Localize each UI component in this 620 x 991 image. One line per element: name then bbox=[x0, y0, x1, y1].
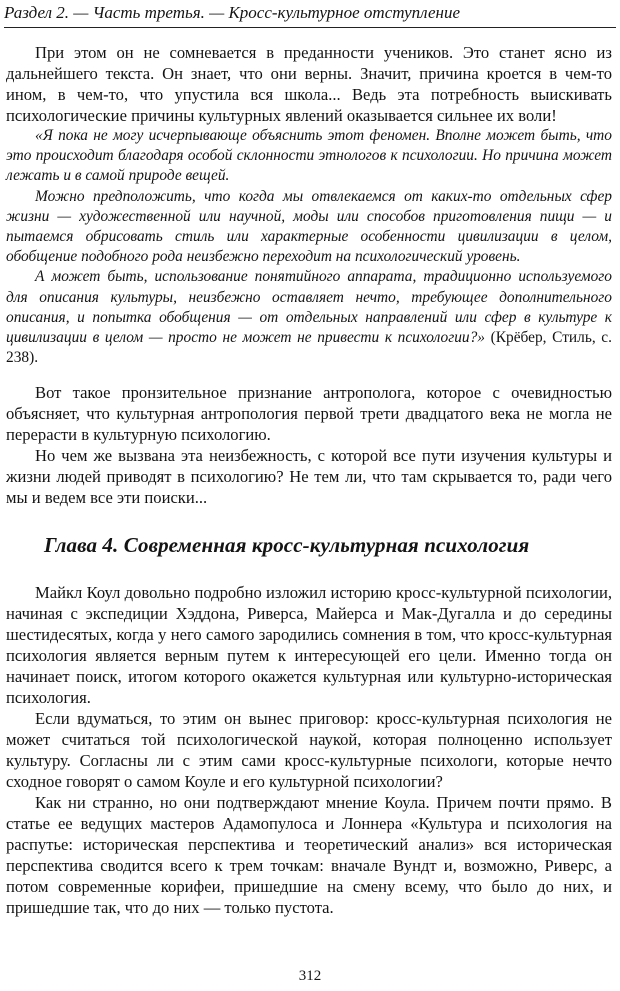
chapter-paragraph-3: Как ни странно, но они подтверждают мнение Коула. Причем почти прямо. В статье ее ведущих мастеров Адамопулоса и Лоннера «Культура и психология на распутье: историческая перспектива и теоретический анализ» вся историческая перспектива сводится всего к трем точкам: вначале Вундт и, возможно, Риверс, а потом современные корифеи, пришедшие на смену всему, что было до них, и пришедшие так, что до них — только пустота. bbox=[6, 793, 612, 918]
spacer bbox=[6, 508, 612, 532]
running-head: Раздел 2. — Часть третья. — Кросс-культурное отступление bbox=[4, 3, 460, 22]
quote-paragraph-3 bbox=[6, 267, 612, 368]
quote-paragraph-1: «Я пока не могу исчерпывающе объяснить этот феномен. Вполне может быть, что это происходит благодаря особой склонности этнологов к психологии. Но причина может лежать и в самой природе вещей. bbox=[6, 127, 612, 185]
chapter-title: Глава 4. Современная кросс-культурная психология bbox=[44, 533, 530, 558]
paragraph-after-1: Вот такое пронзительное признание антрополога, которое с очевидностью объясняет, что культурная антропология первой трети двадцатого века не могла не перерасти в культурную психологию. bbox=[6, 383, 612, 445]
paragraph-after-2: Но чем же вызвана эта неизбежность, с которой все пути изучения культуры и жизни людей приводят в психологию? Не тем ли, что там скрывается то, ради чего мы и ведем все эти поиски... bbox=[6, 446, 612, 508]
page-number: 312 bbox=[298, 968, 322, 984]
quote-text: А может быть, использование понятийного аппарата, традиционно используемого для описания культуры, неизбежно оставляет нечто, требующее дополнительного описания, и попытка обобщения — от отдельных направлений или сфер в культуре к цивилизации в целом — просто не может не привести к психологии?» bbox=[6, 268, 612, 347]
chapter-paragraph-1: Майкл Коул довольно подробно изложил историю кросс-культурной психологии, начиная с экспедиции Хэддона, Риверса, Майерса и Мак-Дугалла и до середины шестидесятых, когда у него самого зародились сомнения в том, что кросс-культурная психология является верным путем к интересующей его цели. Именно тогда он начинает поиск, итогом которого окажется культурная или культурно-историческая психология. bbox=[6, 583, 612, 708]
quote-source: (Крёбер, Стиль, с. 238). bbox=[6, 329, 612, 367]
chapter-paragraph-2: Если вдуматься, то этим он вынес приговор: кросс-культурная психология не может считаться той психологической наукой, которая полноценно использует культуру. Согласны ли с этим сами кросс-культурные психологи, которые нечто сходное говорят о самом Коуле и его культурной психологии? bbox=[6, 709, 612, 792]
quote-paragraph-2: Можно предположить, что когда мы отвлекаемся от каких-то отдельных сфер жизни — художественной или научной, моды или способов приготовления пищи — и пытаемся обрисовать стиль или характерные особенности цивилизации в целом, обобщение подобного рода неизбежно переходит на психологический уровень. bbox=[6, 187, 612, 266]
spacer bbox=[6, 368, 612, 382]
paragraph-intro: При этом он не сомневается в преданности учеников. Это станет ясно из дальнейшего текста. Он знает, что они верны. Значит, причина кроется в чем-то ином, в чем-то, что упустила вся школа... Ведь эта потребность выискивать психологические причины культурных явлений оказывается сильнее их воли! bbox=[6, 43, 612, 125]
page-body bbox=[6, 42, 612, 918]
header-rule bbox=[4, 27, 616, 28]
